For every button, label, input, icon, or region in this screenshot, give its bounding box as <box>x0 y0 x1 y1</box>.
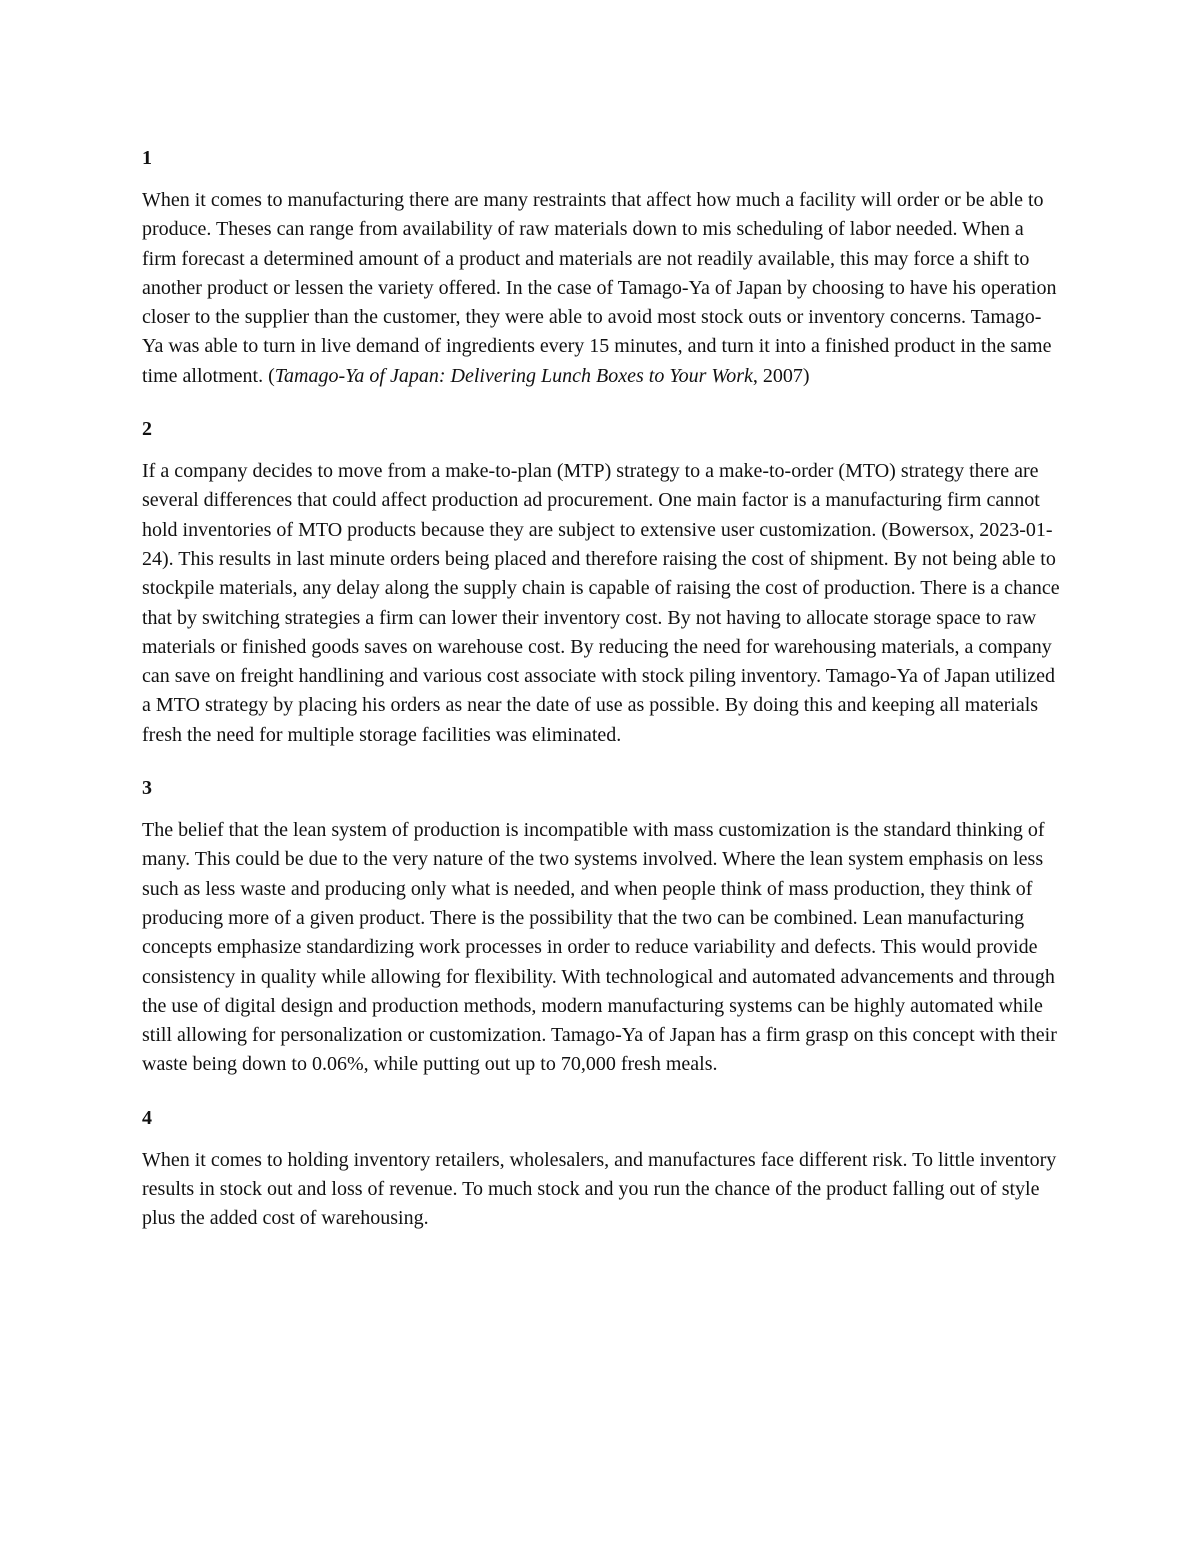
section-paragraph: The belief that the lean system of production is incompatible with mass customization is the standard thinking of many. This could be due to the very nature of the two systems involved. Where the lean system emphasis on less such as less waste and producing only what is needed, and when people think of mass production, they think of producing more of a given product. There is the possibility that the two can be combined. Lean manufacturing concepts emphasize standardizing work processes in order to reduce variability and defects. This would provide consistency in quality while allowing for flexibility. With technological and automated advancements and through the use of digital design and production methods, modern manufacturing systems can be highly automated while still allowing for personalization or customization. Tamago-Ya of Japan has a firm grasp on this concept with their waste being down to 0.06%, while putting out up to 70,000 fresh meals. <box>142 819 1057 1076</box>
section-heading: 3 <box>142 777 152 800</box>
section-paragraph: When it comes to holding inventory retailers, wholesalers, and manufactures face different risk. To little inventory results in stock out and loss of revenue. To much stock and you run the chance of the product falling out of style plus the added cost of warehousing. <box>142 1148 1057 1230</box>
section-paragraph <box>142 186 1060 391</box>
section-3 <box>142 768 1060 1080</box>
section-1 <box>142 138 1060 391</box>
section-heading: 4 <box>142 1106 152 1129</box>
section-2 <box>142 409 1060 750</box>
section-4 <box>142 1098 1060 1234</box>
citation-title: Tamago-Ya of Japan: Delivering Lunch Boxes to Your Work <box>274 364 753 387</box>
paragraph-text: When it comes to manufacturing there are many restraints that affect how much a facility will order or be able to produce. Theses can range from availability of raw materials down to mis scheduling of labor needed. When a firm forecast a determined amount of a product and materials are not readily available, this may force a shift to another product or lessen the variety offered. In the case of Tamago-Ya of Japan by choosing to have his operation closer to the supplier than the customer, they were able to avoid most stock outs or inventory concerns. Tamago-Ya was able to turn in live demand of ingredients every 15 minutes, and turn it into a finished product in the same time allotment. ( <box>142 189 1057 387</box>
document-page <box>142 138 1060 1252</box>
citation-year: , 2007) <box>752 364 810 387</box>
section-heading: 2 <box>142 418 152 441</box>
section-paragraph: If a company decides to move from a make-to-plan (MTP) strategy to a make-to-order (MTO) strategy there are several differences that could affect production ad procurement. One main factor is a manufacturing firm cannot hold inventories of MTO products because they are subject to extensive user customization. (Bowersox, 2023-01-24). This results in last minute orders being placed and therefore raising the cost of shipment. By not being able to stockpile materials, any delay along the supply chain is capable of raising the cost of production. There is a chance that by switching strategies a firm can lower their inventory cost. By not having to allocate storage space to raw materials or finished goods saves on warehouse cost. By reducing the need for warehousing materials, a company can save on freight handlining and various cost associate with stock piling inventory. Tamago-Ya of Japan utilized a MTO strategy by placing his orders as near the date of use as possible. By doing this and keeping all materials fresh the need for multiple storage facilities was eliminated. <box>142 460 1060 746</box>
section-heading: 1 <box>142 147 152 169</box>
